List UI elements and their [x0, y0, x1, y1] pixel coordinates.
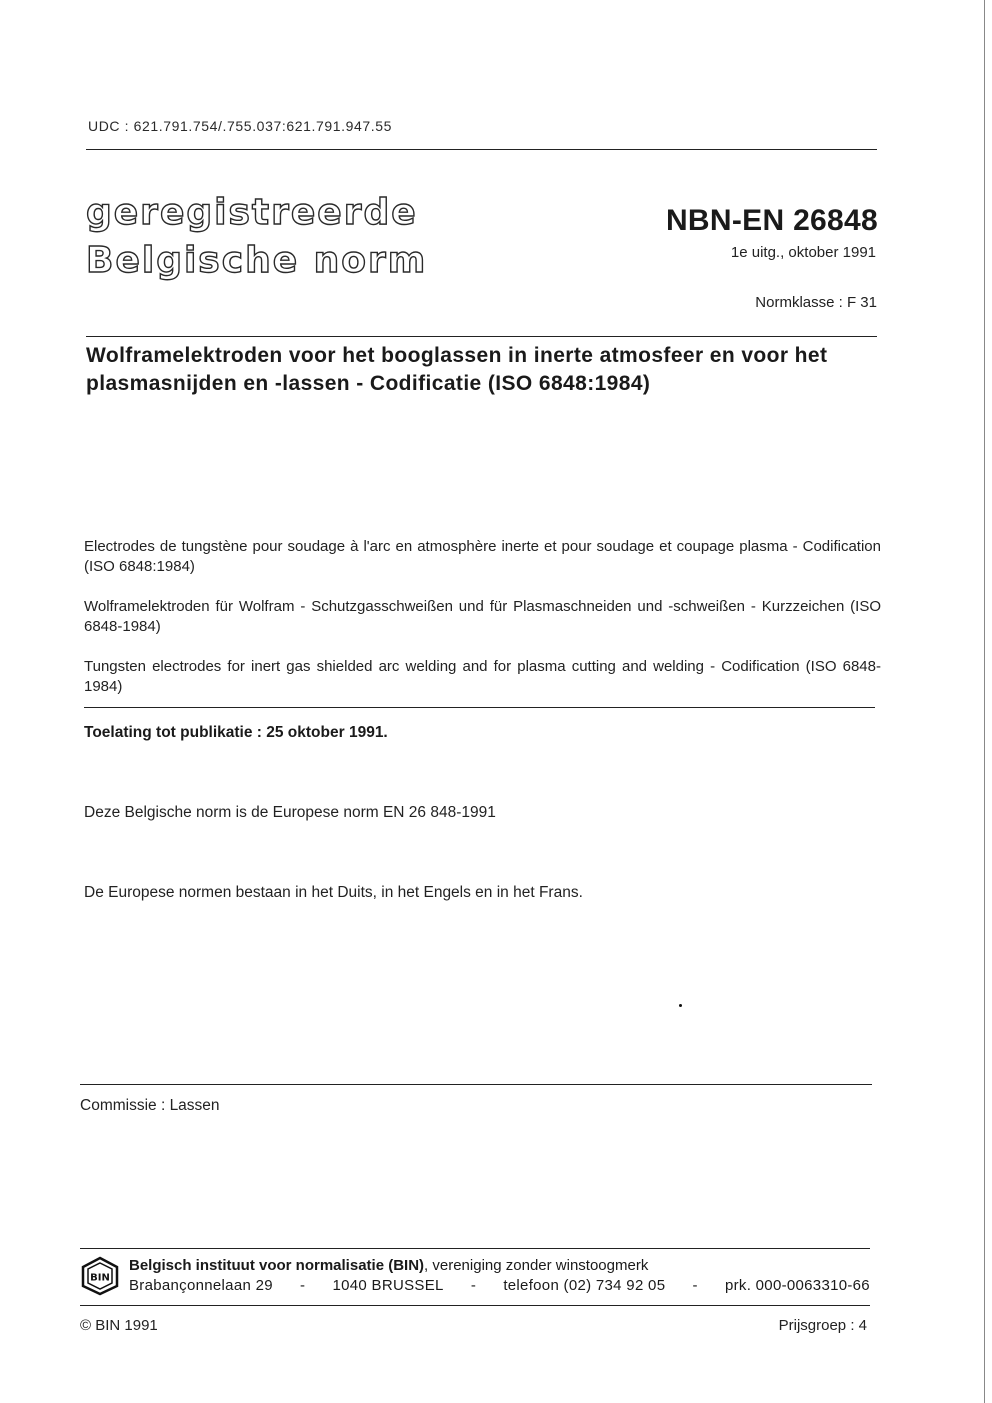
footer-top-rule — [80, 1248, 870, 1249]
publication-approval: Toelating tot publikatie : 25 oktober 1991. — [84, 724, 388, 741]
registered-title-line1: geregistreerde — [86, 192, 418, 233]
address-account: prk. 000-0063310-66 — [724, 1277, 870, 1294]
edition-date: 1e uitg., oktober 1991 — [730, 244, 876, 261]
price-group: Prijsgroep : 4 — [778, 1317, 867, 1334]
title-german: Wolframelektroden für Wolfram - Schutzgasschweißen und für Plasmaschneiden und -schweißen - Kurzzeichen (ISO 6848-1984) — [84, 598, 881, 635]
address-city: 1040 BRUSSEL — [332, 1277, 444, 1294]
address-separator: - — [300, 1277, 306, 1294]
commission: Commissie : Lassen — [80, 1097, 220, 1114]
european-norm-statement: Deze Belgische norm is de Europese norm EN 26 848-1991 — [84, 804, 496, 821]
document-title: Wolframelektroden voor het booglassen in inerte atmosfeer en voor het plasmasnijden en -lassen - Codificatie (ISO 6848:1984) — [86, 344, 828, 395]
title-english: Tungsten electrodes for inert gas shielded arc welding and for plasma cutting and welding - Codification (ISO 6848-1984) — [84, 658, 881, 695]
standard-number: NBN-EN 26848 — [665, 204, 878, 237]
footer-bottom-rule — [80, 1305, 870, 1306]
title-top-rule — [86, 336, 877, 337]
title-french: Electrodes de tungstène pour soudage à l'arc en atmosphère inerte et pour soudage et coupage plasma - Codification (ISO 6848:1984) — [84, 538, 881, 575]
address-separator: - — [470, 1277, 477, 1294]
header-top-rule — [86, 149, 877, 150]
institute-name: Belgisch instituut voor normalisatie (BIN) — [129, 1257, 425, 1274]
institute-address — [129, 1277, 870, 1294]
translations-bottom-rule — [84, 707, 875, 708]
bin-logo — [80, 1256, 120, 1296]
institute-suffix: , vereniging zonder winstoogmerk — [424, 1257, 649, 1274]
registered-title-line2: Belgische norm — [86, 240, 428, 281]
scan-edge-line — [984, 0, 985, 1403]
norm-class: Normklasse : F 31 — [755, 294, 877, 311]
address-separator: - — [692, 1277, 698, 1294]
copyright: © BIN 1991 — [80, 1317, 158, 1334]
scan-speck — [679, 1004, 682, 1007]
institute-name-line — [129, 1257, 648, 1274]
address-street: Brabançonnelaan 29 — [129, 1277, 273, 1294]
udc-code: UDC : 621.791.754/.755.037:621.791.947.55 — [88, 118, 393, 134]
svg-text:BIN: BIN — [90, 1272, 110, 1284]
commission-top-rule — [80, 1084, 872, 1085]
languages-statement: De Europese normen bestaan in het Duits, in het Engels en in het Frans. — [84, 884, 583, 901]
address-phone: telefoon (02) 734 92 05 — [503, 1277, 666, 1294]
